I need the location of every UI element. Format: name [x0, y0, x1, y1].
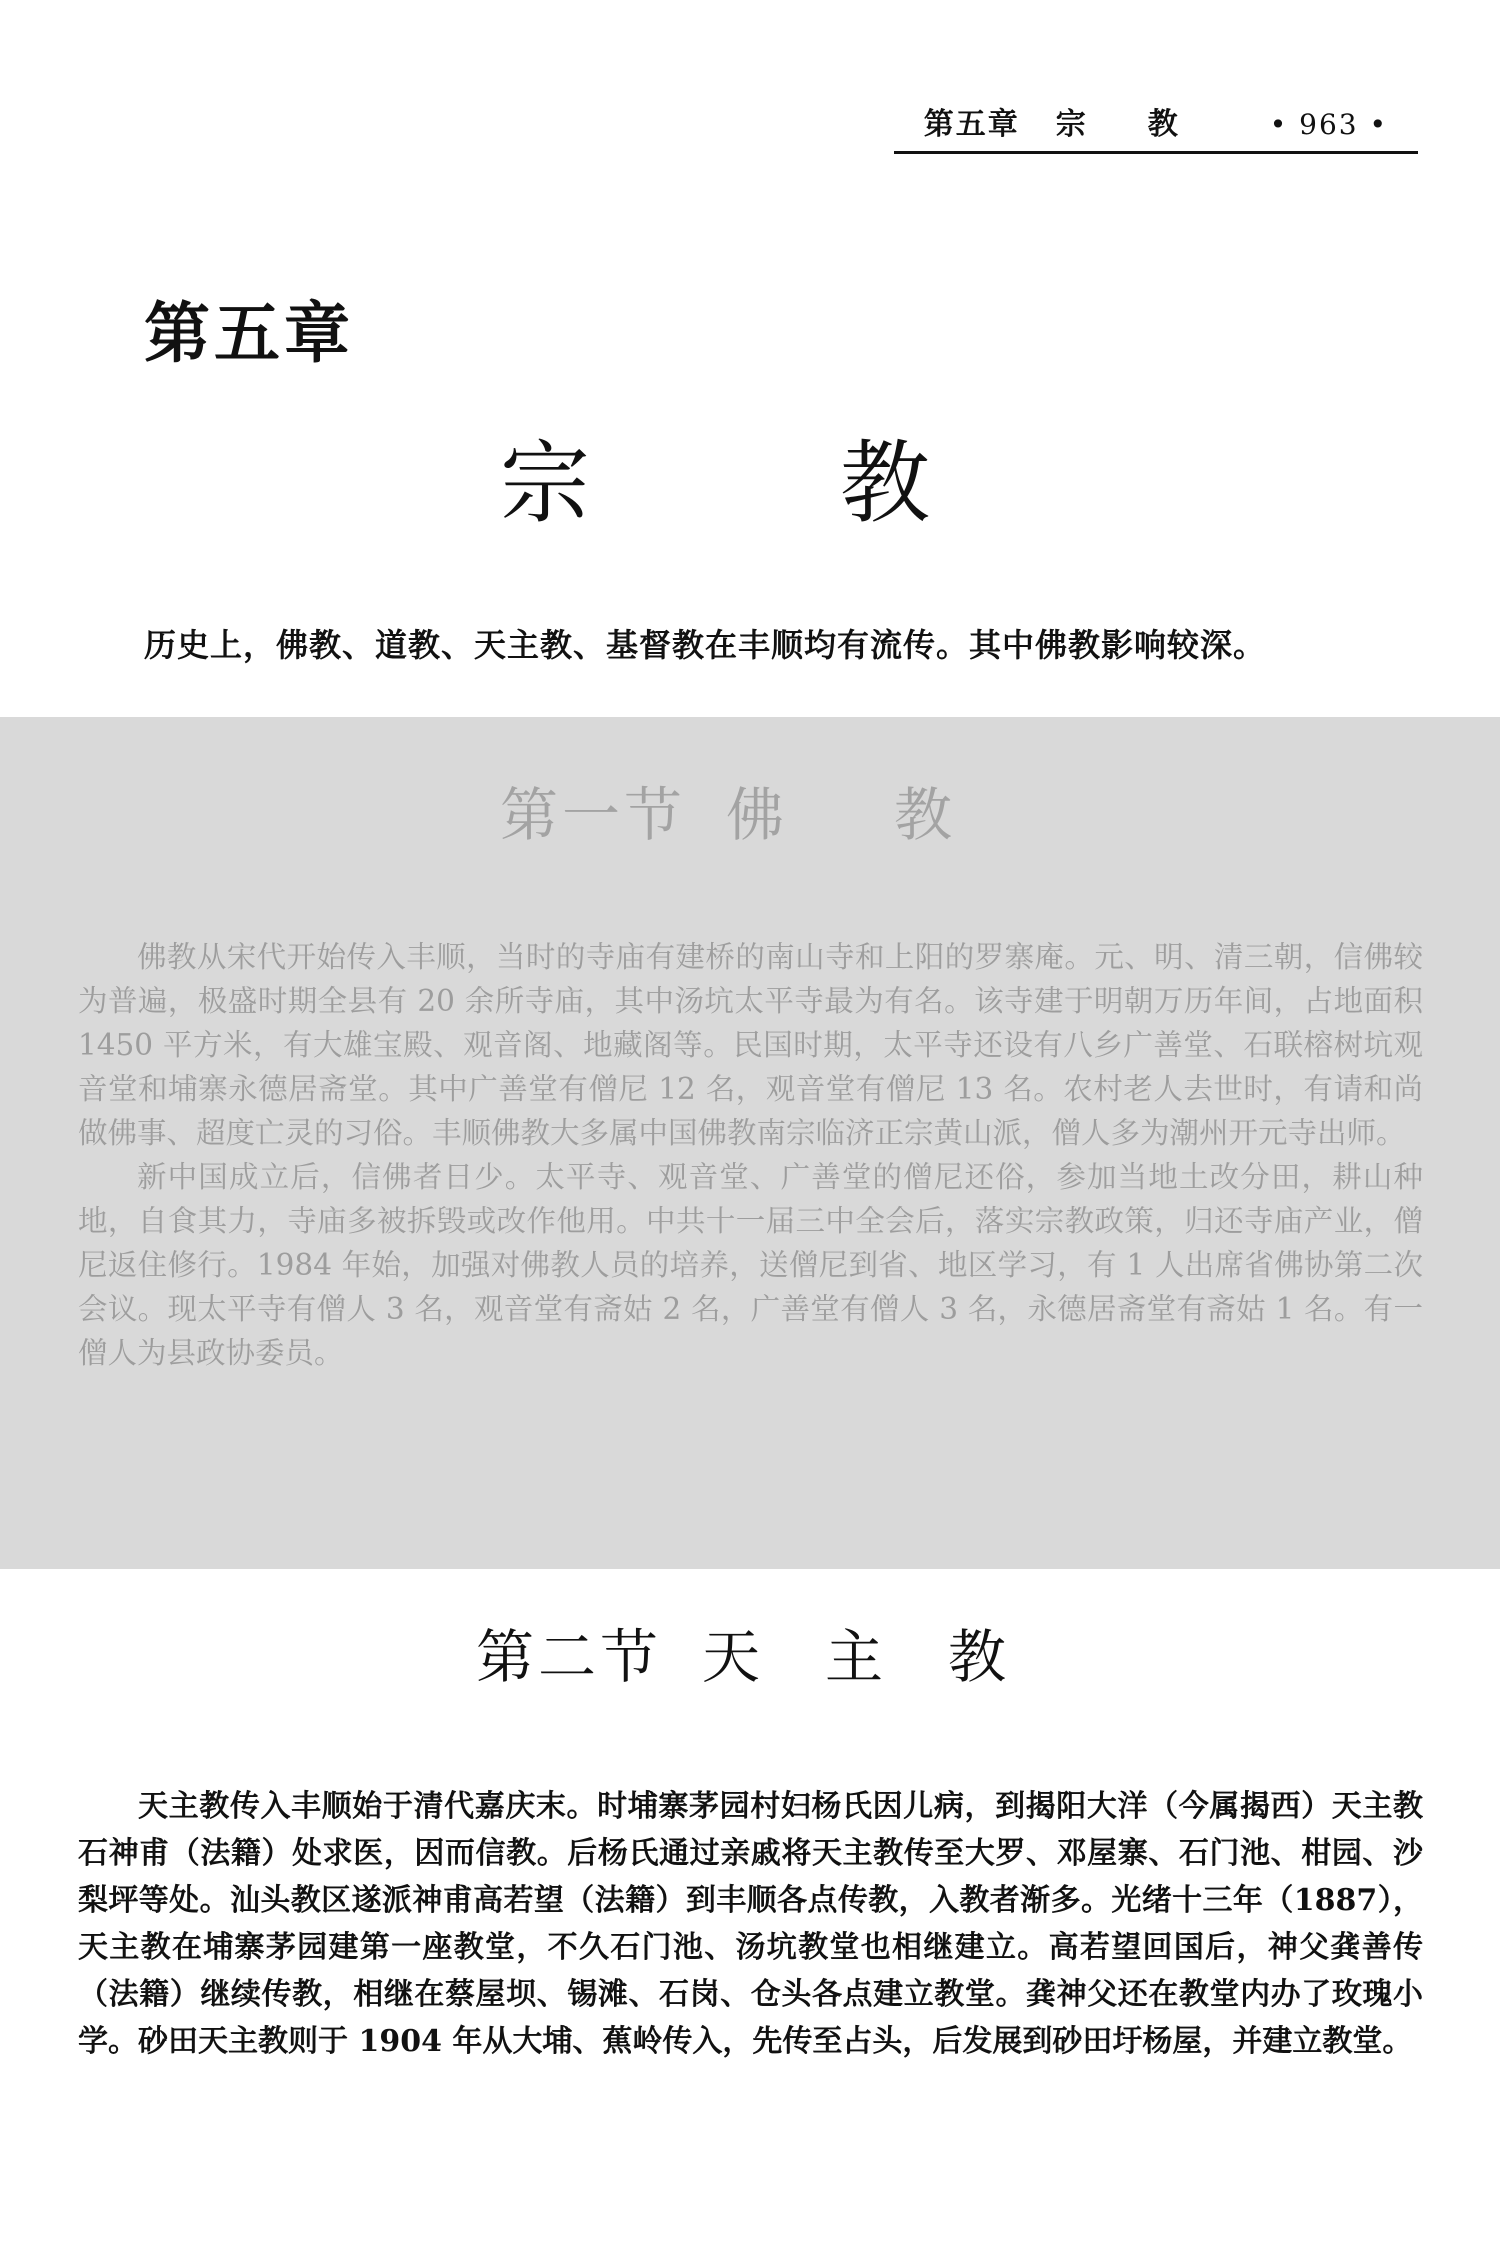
- section-1-heading: [500, 768, 1062, 852]
- section-2-number: 第二节: [476, 1623, 663, 1691]
- running-header: [894, 95, 1418, 154]
- section-1-title: 佛教: [726, 781, 1063, 849]
- section-1-number: 第一节: [500, 781, 687, 849]
- header-subject: 宗教: [1055, 107, 1240, 142]
- header-chapter: 第五章: [923, 107, 1020, 142]
- section-1-paragraph: 新中国成立后，信佛者日少。太平寺、观音堂、广善堂的僧尼还俗，参加当地土改分田，耕山种地，自食其力，寺庙多被拆毁或改作他用。中共十一届三中全会后，落实宗教政策，归还寺庙产业，僧尼返住修行。1984 年始，加强对佛教人员的培养，送僧尼到省、地区学习，有 1 人出席省佛协第二次会议。现太平寺有僧人 3 名，观音堂有斋姑 2 名，广善堂有僧人 3 名，永德居斋堂有斋姑 1 名。有一僧人为县政协委员。: [78, 1160, 1423, 1370]
- section-1-paragraph: 佛教从宋代开始传入丰顺，当时的寺庙有建桥的南山寺和上阳的罗寨庵。元、明、清三朝，信佛较为普遍，极盛时期全县有 20 余所寺庙，其中汤坑太平寺最为有名。该寺建于明朝万历年间，占地面积 1450 平方米，有大雄宝殿、观音阁、地藏阁等。民国时期，太平寺还设有八乡广善堂、石联榕树坑观音堂和埔寨永德居斋堂。其中广善堂有僧尼 12 名，观音堂有僧尼 13 名。农村老人去世时，有请和尚做佛事、超度亡灵的习俗。丰顺佛教大多属中国佛教南宗临济正宗黄山派，僧人多为潮州开元寺出师。: [78, 940, 1423, 1150]
- section-2-heading: [476, 1610, 1071, 1694]
- chapter-intro: 历史上，佛教、道教、天主教、基督教在丰顺均有流传。其中佛教影响较深。: [144, 626, 1267, 664]
- section-2-title: 天主教: [702, 1623, 1072, 1691]
- chapter-label: 第五章: [144, 294, 354, 372]
- running-header-text: [924, 99, 1388, 143]
- chapter-title: 宗教: [500, 431, 1180, 536]
- page-number: • 963 •: [1269, 108, 1388, 141]
- section-2-body: [78, 1783, 1423, 2065]
- section-1-body: [78, 935, 1423, 1375]
- section-2-paragraph: 天主教传入丰顺始于清代嘉庆末。时埔寨茅园村妇杨氏因儿病，到揭阳大洋（今属揭西）天主教石神甫（法籍）处求医，因而信教。后杨氏通过亲戚将天主教传至大罗、邓屋寨、石门池、柑园、沙梨坪等处。汕头教区遂派神甫高若望（法籍）到丰顺各点传教，入教者渐多。光绪十三年（1887），天主教在埔寨茅园建第一座教堂，不久石门池、汤坑教堂也相继建立。高若望回国后，神父龚善传（法籍）继续传教，相继在蔡屋坝、锡滩、石岗、仓头各点建立教堂。龚神父还在教堂内办了玫瑰小学。砂田天主教则于 1904 年从大埔、蕉岭传入，先传至占头，后发展到砂田圩杨屋，并建立教堂。: [78, 1789, 1423, 2059]
